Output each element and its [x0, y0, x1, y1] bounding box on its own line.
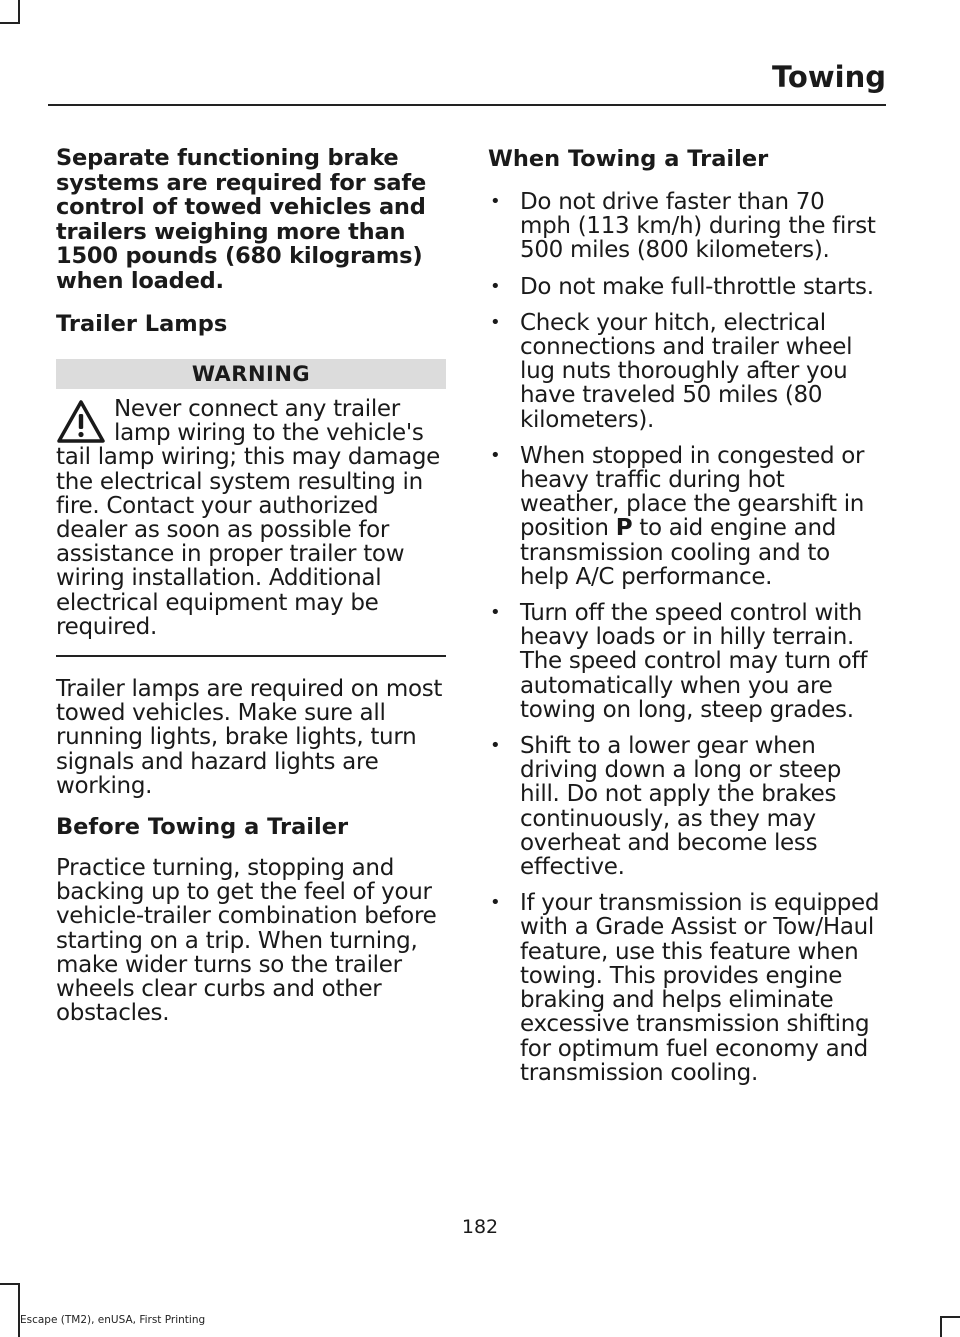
bullet-text-after: to aid engine and transmission cooling and to help A/C performance.: [520, 515, 837, 590]
warning-rule: [56, 655, 446, 657]
trailer-lamps-paragraph: Trailer lamps are required on most towed vehicles. Make sure all running lights, brake lights, turn signals and hazard lights are working.: [56, 676, 443, 799]
list-item: • Check your hitch, electrical connections and trailer wheel lug nuts thoroughly after you have traveled 50 miles (80 kilometers).: [488, 311, 882, 432]
list-item: • Do not make full-throttle starts.: [488, 275, 882, 299]
list-item: [488, 444, 882, 589]
crop-mark: [18, 0, 20, 24]
list-item: • Shift to a lower gear when driving down a long or steep hill. Do not apply the brakes continuously, as they may overheat and become less effective.: [488, 734, 882, 879]
when-towing-heading: When Towing a Trailer: [488, 146, 769, 172]
right-column: [488, 146, 882, 1097]
warning-triangle-icon: [56, 399, 106, 445]
section-title: Towing: [772, 60, 886, 94]
towing-tips-list: [488, 190, 882, 1085]
crop-mark: [0, 1283, 20, 1285]
left-column: [56, 146, 446, 1041]
warning-box: [56, 397, 446, 639]
footer-text: Escape (TM2), enUSA, First Printing: [20, 1314, 206, 1326]
crop-mark: [0, 22, 20, 24]
before-towing-heading: Before Towing a Trailer: [56, 814, 349, 841]
header-rule: [48, 104, 886, 106]
before-towing-paragraph: Practice turning, stopping and backing up to get the feel of your vehicle-trailer combination before starting on a trip. When turning, make wider turns so the trailer wheels clear curbs and other obstacles.: [56, 855, 437, 1027]
list-item: • Turn off the speed control with heavy loads or in hilly terrain. The speed control may turn off automatically when you are towing on long, steep grades.: [488, 601, 882, 722]
bullet-text-before: When stopped in congested or heavy traffic during hot weather, place the gearshift in position: [520, 442, 865, 542]
warning-banner: WARNING: [56, 359, 446, 389]
gear-position-p: P: [615, 515, 633, 542]
list-item: • If your transmission is equipped with a Grade Assist or Tow/Haul feature, use this feature when towing. This provides engine braking and helps eliminate excessive transmission shifting for optimum fuel economy and transmission cooling.: [488, 891, 882, 1085]
page-number: 182: [461, 1216, 499, 1238]
warning-text: Never connect any trailer lamp wiring to the vehicle's tail lamp wiring; this may damage the electrical system resulting in fire. Contact your authorized dealer as soon as possible for assistance in proper trailer tow wiring installation. Additional electrical equipment may be required.: [56, 396, 441, 640]
trailer-lamps-heading: Trailer Lamps: [56, 311, 228, 337]
intro-bold-paragraph: Separate functioning brake systems are required for safe control of towed vehicles and trailers weighing more than 1500 pounds (680 kilograms) when loaded.: [56, 145, 426, 294]
crop-mark: [940, 1316, 960, 1318]
crop-mark: [940, 1316, 942, 1337]
crop-mark: [18, 1283, 20, 1337]
list-item: • Do not drive faster than 70 mph (113 km/h) during the first 500 miles (800 kilometers).: [488, 190, 882, 263]
